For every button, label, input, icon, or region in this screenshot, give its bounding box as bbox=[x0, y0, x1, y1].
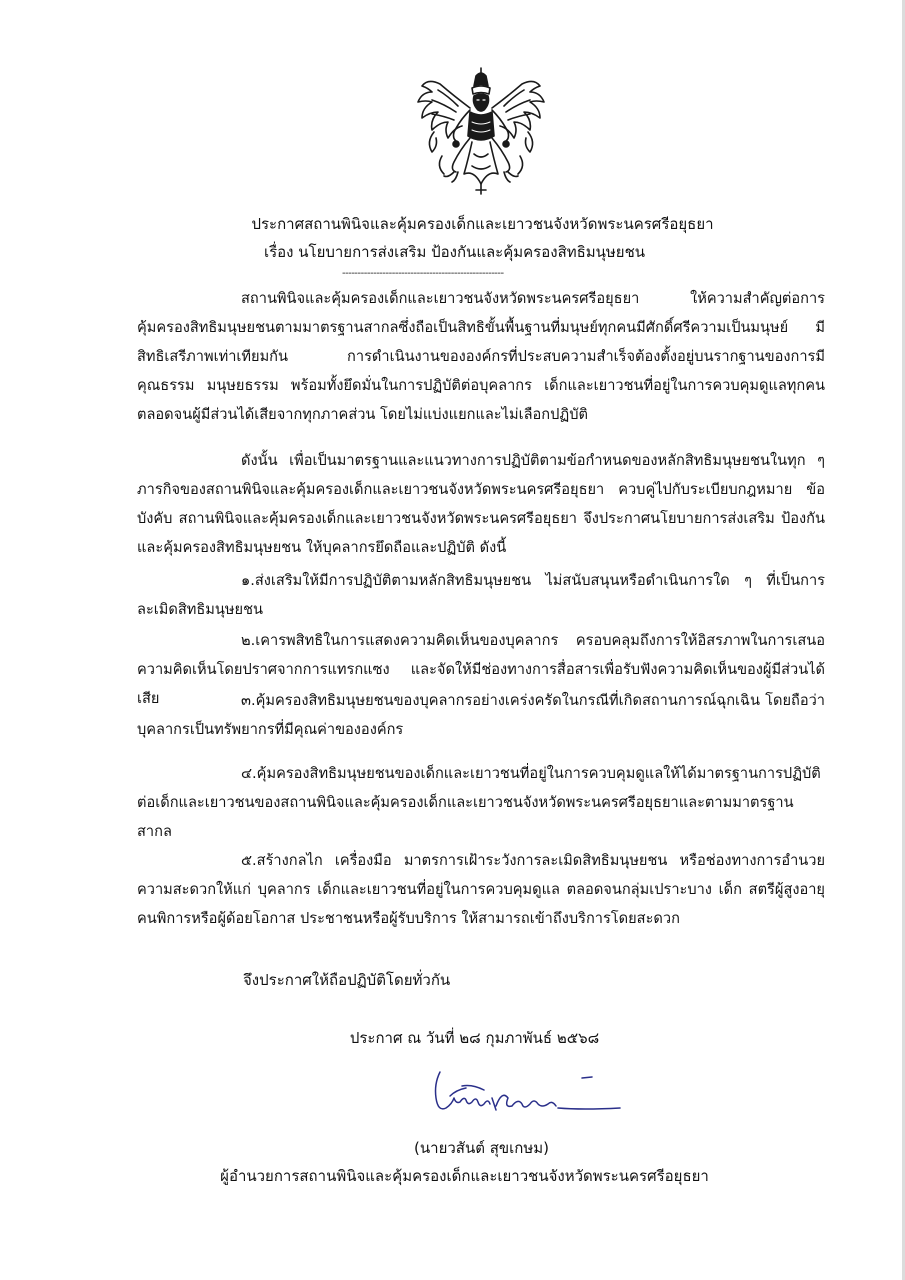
separator-line: ---------------------------------------------------- bbox=[342, 268, 504, 279]
paragraph-text: สถานพินิจและคุ้มครองเด็กและเยาวชนจังหวัดพระนครศรีอยุธยา ให้ความสำคัญต่อการคุ้มครองสิทธิมนุษยชนตามมาตรฐานสากลซึ่งถือเป็นสิทธิขั้นพื้นฐานที่มนุษย์ทุกคนมีศักดิ์ศรีความเป็นมนุษย์ มีสิทธิเสรีภาพเท่าเทียมกัน การดำเนินงานขององค์กรที่ประสบความสำเร็จต้องตั้งอยู่บนรากฐานของการมีคุณธรรม มนุษยธรรม พร้อมทั้งยึดมั่นในการปฏิบัติต่อบุคลากร เด็กและเยาวชนที่อยู่ในการควบคุมดูแลทุกคน ตลอดจนผู้มีส่วนได้เสียจากทุกภาคส่วน โดยไม่แบ่งแยกและไม่เลือกปฏิบัติ bbox=[137, 290, 825, 423]
paragraph-text: ๓.คุ้มครองสิทธิมนุษยชนของบุคลากรอย่างเคร่งครัดในกรณีที่เกิดสถานการณ์ฉุกเฉิน โดยถือว่าบุคลากรเป็นทรัพยากรที่มีคุณค่าขององค์กร bbox=[137, 692, 825, 738]
paragraph-text: ๒.เคารพสิทธิในการแสดงความคิดเห็นของบุคลากร ครอบคลุมถึงการให้อิสรภาพในการเสนอความคิดเห็นโดยปราศจากการแทรกแซง และจัดให้มีช่องทางการสื่อสารเพื่อรับฟังความคิดเห็นของผู้มีส่วนได้เสีย bbox=[137, 632, 825, 707]
policy-item-1 bbox=[137, 566, 825, 624]
paragraph-text: ดังนั้น เพื่อเป็นมาตรฐานและแนวทางการปฏิบัติตามข้อกำหนดของหลักสิทธิมนุษยชนในทุก ๆ ภารกิจของสถานพินิจและคุ้มครองเด็กและเยาวชนจังหวัดพระนครศรีอยุธยา ควบคู่ไปกับระเบียบกฎหมาย ข้อบังคับ สถานพินิจและคุ้มครองเด็กและเยาวชนจังหวัดพระนครศรีอยุธยา จึงประกาศนโยบายการส่งเสริม ป้องกันและคุ้มครองสิทธิมนุษยชน ให้บุคลากรยึดถือและปฏิบัติ ดังนี้ bbox=[137, 452, 825, 556]
policy-item-5 bbox=[137, 846, 825, 933]
garuda-emblem-icon bbox=[414, 66, 548, 198]
policy-item-3 bbox=[137, 686, 825, 744]
handwritten-signature-icon bbox=[432, 1068, 632, 1132]
policy-item-4 bbox=[137, 759, 825, 846]
intro-paragraph bbox=[137, 284, 825, 429]
closing-statement: จึงประกาศให้ถือปฏิบัติโดยทั่วกัน bbox=[243, 971, 451, 989]
paragraph-text: ๕.สร้างกลไก เครื่องมือ มาตรการเฝ้าระวังการละเมิดสิทธิมนุษยชน หรือช่องทางการอำนวยความสะดวกให้แก่ บุคลากร เด็กและเยาวชนที่อยู่ในการควบคุมดูแล ตลอดจนกลุ่มเปราะบาง เด็ก สตรีผู้สูงอายุ คนพิการหรือผู้ด้อยโอกาส ประชาชนหรือผู้รับบริการ ให้สามารถเข้าถึงบริการโดยสะดวก bbox=[137, 852, 825, 927]
subject-line: เรื่อง นโยบายการส่งเสริม ป้องกันและคุ้มครองสิทธิมนุษยชน bbox=[263, 243, 646, 261]
announcement-title: ประกาศสถานพินิจและคุ้มครองเด็กและเยาวชนจังหวัดพระนครศรีอยุธยา bbox=[251, 215, 714, 233]
signer-name: (นายวสันต์ สุขเกษม) bbox=[414, 1139, 549, 1157]
paragraph-text: ๔.คุ้มครองสิทธิมนุษยชนของเด็กและเยาวชนที่อยู่ในการควบคุมดูแลให้ได้มาตรฐานการปฏิบัติต่อเด็กและเยาวชนของสถานพินิจและคุ้มครองเด็กและเยาวชนจังหวัดพระนครศรีอยุธยาและตามมาตรฐานสากล bbox=[137, 765, 821, 840]
signer-position: ผู้อำนวยการสถานพินิจและคุ้มครองเด็กและเยาวชนจังหวัดพระนครศรีอยุธยา bbox=[220, 1167, 709, 1185]
announcement-date: ประกาศ ณ วันที่ ๒๘ กุมภาพันธ์ ๒๕๖๘ bbox=[349, 1029, 600, 1047]
paragraph-text: ๑.ส่งเสริมให้มีการปฏิบัติตามหลักสิทธิมนุษยชน ไม่สนับสนุนหรือดำเนินการใด ๆ ที่เป็นการละเมิดสิทธิมนุษยชน bbox=[137, 572, 825, 618]
policy-preamble-paragraph bbox=[137, 446, 825, 562]
